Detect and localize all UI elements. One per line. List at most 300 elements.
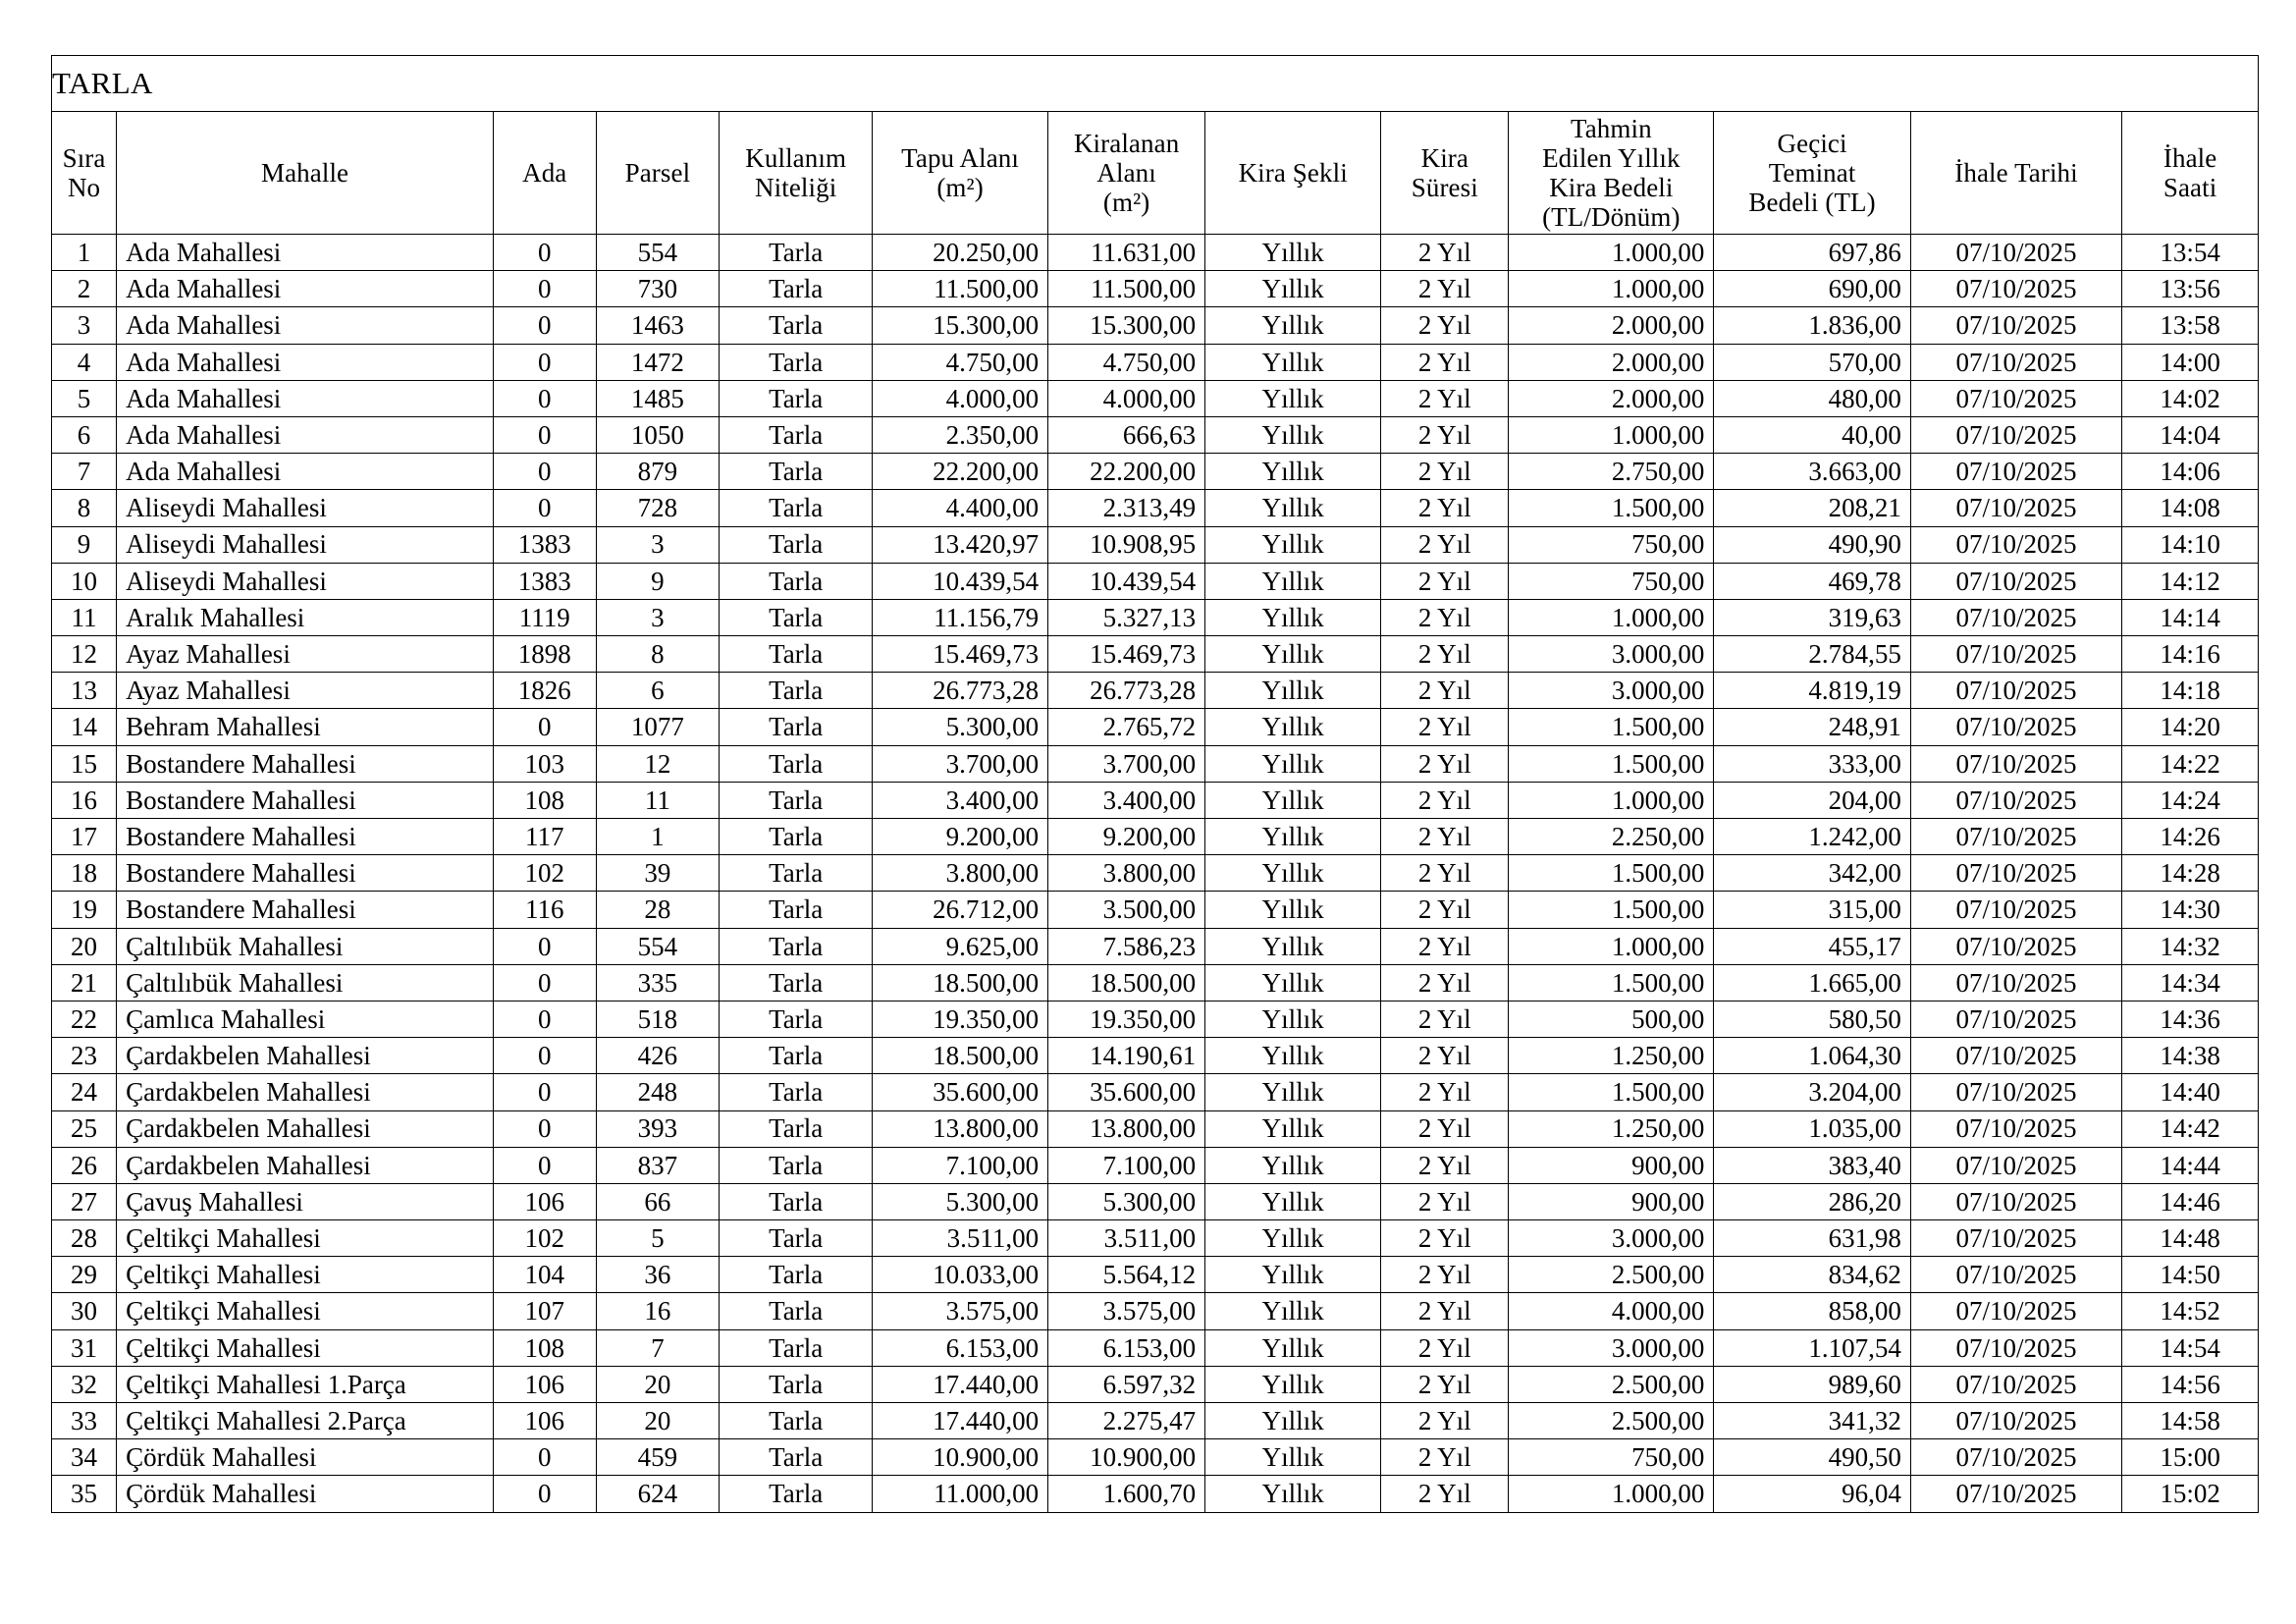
cell-teminat: 315,00 — [1714, 892, 1910, 928]
cell-nitelik: Tarla — [720, 1329, 873, 1366]
column-header-line: Mahalle — [260, 157, 349, 188]
cell-kira_sekli: Yıllık — [1205, 307, 1381, 344]
cell-kira_bedel: 900,00 — [1509, 1147, 1714, 1183]
cell-kira_sekli: Yıllık — [1205, 599, 1381, 635]
cell-parsel: 426 — [596, 1038, 720, 1074]
cell-ada: 102 — [494, 1220, 597, 1257]
cell-ihale_saat: 14:02 — [2122, 380, 2259, 416]
cell-ada: 108 — [494, 782, 597, 818]
cell-kira_sure: 2 Yıl — [1381, 1110, 1509, 1147]
cell-parsel: 1485 — [596, 380, 720, 416]
cell-kira_sure: 2 Yıl — [1381, 235, 1509, 271]
cell-sira_no: 8 — [52, 490, 117, 526]
cell-kira_sekli: Yıllık — [1205, 454, 1381, 490]
column-header-parsel — [596, 112, 720, 235]
cell-ihale_tarih: 07/10/2025 — [1910, 1147, 2121, 1183]
cell-nitelik: Tarla — [720, 563, 873, 599]
cell-ada: 0 — [494, 380, 597, 416]
cell-sira_no: 34 — [52, 1439, 117, 1476]
cell-parsel: 6 — [596, 673, 720, 709]
cell-kira_sekli: Yıllık — [1205, 1147, 1381, 1183]
cell-kira_bedel: 3.000,00 — [1509, 636, 1714, 673]
cell-teminat: 286,20 — [1714, 1183, 1910, 1219]
cell-ihale_tarih: 07/10/2025 — [1910, 709, 2121, 745]
cell-parsel: 12 — [596, 745, 720, 782]
cell-kira_sure: 2 Yıl — [1381, 454, 1509, 490]
cell-nitelik: Tarla — [720, 745, 873, 782]
table-row — [52, 416, 2259, 453]
cell-tapu_alani: 4.750,00 — [873, 344, 1048, 380]
cell-teminat: 40,00 — [1714, 416, 1910, 453]
column-header-line: Sıra — [62, 142, 106, 173]
cell-ihale_saat: 14:50 — [2122, 1257, 2259, 1293]
table-row — [52, 1366, 2259, 1402]
cell-kira_bedel: 1.250,00 — [1509, 1110, 1714, 1147]
cell-parsel: 335 — [596, 964, 720, 1001]
column-header-kira_bedel — [1509, 112, 1714, 235]
cell-kira_sure: 2 Yıl — [1381, 1220, 1509, 1257]
cell-ada: 0 — [494, 964, 597, 1001]
cell-teminat: 204,00 — [1714, 782, 1910, 818]
cell-ada: 108 — [494, 1329, 597, 1366]
cell-mahalle: Çamlıca Mahallesi — [117, 1001, 494, 1037]
cell-mahalle: Ayaz Mahallesi — [117, 673, 494, 709]
cell-kira_sure: 2 Yıl — [1381, 1329, 1509, 1366]
cell-teminat: 480,00 — [1714, 380, 1910, 416]
cell-nitelik: Tarla — [720, 344, 873, 380]
column-header-line: Kiralanan — [1073, 128, 1180, 158]
cell-kiralanan: 5.327,13 — [1048, 599, 1205, 635]
cell-parsel: 20 — [596, 1366, 720, 1402]
cell-kira_bedel: 2.500,00 — [1509, 1366, 1714, 1402]
cell-kira_bedel: 1.250,00 — [1509, 1038, 1714, 1074]
column-header-line: Alanı — [1096, 157, 1156, 188]
cell-kira_sekli: Yıllık — [1205, 745, 1381, 782]
cell-kira_bedel: 500,00 — [1509, 1001, 1714, 1037]
cell-parsel: 879 — [596, 454, 720, 490]
cell-ihale_saat: 14:56 — [2122, 1366, 2259, 1402]
cell-sira_no: 14 — [52, 709, 117, 745]
cell-tapu_alani: 19.350,00 — [873, 1001, 1048, 1037]
cell-kira_sure: 2 Yıl — [1381, 1147, 1509, 1183]
column-header-line: İhale — [2163, 142, 2217, 173]
column-header-teminat — [1714, 112, 1910, 235]
cell-ihale_tarih: 07/10/2025 — [1910, 1366, 2121, 1402]
cell-sira_no: 2 — [52, 271, 117, 307]
cell-sira_no: 31 — [52, 1329, 117, 1366]
table-row — [52, 563, 2259, 599]
cell-kira_bedel: 750,00 — [1509, 1439, 1714, 1476]
cell-ihale_saat: 14:28 — [2122, 855, 2259, 892]
cell-nitelik: Tarla — [720, 1257, 873, 1293]
column-header-kira_sekli — [1205, 112, 1381, 235]
cell-nitelik: Tarla — [720, 1293, 873, 1329]
table-row — [52, 235, 2259, 271]
cell-teminat: 248,91 — [1714, 709, 1910, 745]
cell-mahalle: Bostandere Mahallesi — [117, 855, 494, 892]
column-header-nitelik — [720, 112, 873, 235]
cell-ada: 102 — [494, 855, 597, 892]
cell-ada: 0 — [494, 416, 597, 453]
cell-nitelik: Tarla — [720, 235, 873, 271]
cell-kira_bedel: 3.000,00 — [1509, 1220, 1714, 1257]
cell-mahalle: Çardakbelen Mahallesi — [117, 1110, 494, 1147]
cell-ada: 1383 — [494, 563, 597, 599]
cell-ihale_tarih: 07/10/2025 — [1910, 1329, 2121, 1366]
cell-teminat: 1.665,00 — [1714, 964, 1910, 1001]
table-row — [52, 271, 2259, 307]
column-header-line: (m²) — [936, 173, 984, 202]
cell-mahalle: Çeltikçi Mahallesi 2.Parça — [117, 1403, 494, 1439]
cell-nitelik: Tarla — [720, 819, 873, 855]
cell-sira_no: 10 — [52, 563, 117, 599]
cell-mahalle: Çördük Mahallesi — [117, 1439, 494, 1476]
cell-kira_sure: 2 Yıl — [1381, 782, 1509, 818]
cell-kira_sekli: Yıllık — [1205, 490, 1381, 526]
cell-kiralanan: 5.300,00 — [1048, 1183, 1205, 1219]
cell-mahalle: Çardakbelen Mahallesi — [117, 1074, 494, 1110]
cell-teminat: 1.242,00 — [1714, 819, 1910, 855]
cell-nitelik: Tarla — [720, 1439, 873, 1476]
cell-kira_sekli: Yıllık — [1205, 855, 1381, 892]
cell-ihale_saat: 14:40 — [2122, 1074, 2259, 1110]
cell-kira_sure: 2 Yıl — [1381, 855, 1509, 892]
cell-kira_sekli: Yıllık — [1205, 380, 1381, 416]
cell-ihale_tarih: 07/10/2025 — [1910, 344, 2121, 380]
cell-ada: 1898 — [494, 636, 597, 673]
cell-kiralanan: 3.700,00 — [1048, 745, 1205, 782]
table-row — [52, 745, 2259, 782]
cell-sira_no: 33 — [52, 1403, 117, 1439]
cell-tapu_alani: 15.300,00 — [873, 307, 1048, 344]
cell-kiralanan: 4.000,00 — [1048, 380, 1205, 416]
cell-nitelik: Tarla — [720, 1038, 873, 1074]
cell-ada: 0 — [494, 344, 597, 380]
cell-nitelik: Tarla — [720, 1220, 873, 1257]
cell-kira_sekli: Yıllık — [1205, 1257, 1381, 1293]
cell-kira_sekli: Yıllık — [1205, 1293, 1381, 1329]
cell-kira_sure: 2 Yıl — [1381, 709, 1509, 745]
cell-kiralanan: 10.908,95 — [1048, 526, 1205, 563]
cell-tapu_alani: 3.511,00 — [873, 1220, 1048, 1257]
cell-sira_no: 17 — [52, 819, 117, 855]
cell-ihale_tarih: 07/10/2025 — [1910, 1293, 2121, 1329]
cell-parsel: 3 — [596, 526, 720, 563]
cell-kiralanan: 19.350,00 — [1048, 1001, 1205, 1037]
table-row — [52, 454, 2259, 490]
cell-ihale_tarih: 07/10/2025 — [1910, 1257, 2121, 1293]
cell-ihale_tarih: 07/10/2025 — [1910, 928, 2121, 964]
cell-parsel: 393 — [596, 1110, 720, 1147]
cell-ihale_saat: 14:10 — [2122, 526, 2259, 563]
cell-tapu_alani: 17.440,00 — [873, 1366, 1048, 1402]
cell-kiralanan: 10.439,54 — [1048, 563, 1205, 599]
cell-nitelik: Tarla — [720, 964, 873, 1001]
cell-kiralanan: 15.469,73 — [1048, 636, 1205, 673]
cell-kira_bedel: 750,00 — [1509, 563, 1714, 599]
cell-teminat: 208,21 — [1714, 490, 1910, 526]
cell-kira_sure: 2 Yıl — [1381, 380, 1509, 416]
table-row — [52, 1257, 2259, 1293]
cell-kiralanan: 11.631,00 — [1048, 235, 1205, 271]
cell-mahalle: Ayaz Mahallesi — [117, 636, 494, 673]
cell-tapu_alani: 4.000,00 — [873, 380, 1048, 416]
cell-parsel: 9 — [596, 563, 720, 599]
cell-kiralanan: 2.765,72 — [1048, 709, 1205, 745]
cell-sira_no: 22 — [52, 1001, 117, 1037]
table-row — [52, 1001, 2259, 1037]
cell-kiralanan: 13.800,00 — [1048, 1110, 1205, 1147]
cell-teminat: 1.035,00 — [1714, 1110, 1910, 1147]
cell-kira_sure: 2 Yıl — [1381, 563, 1509, 599]
cell-ada: 0 — [494, 1147, 597, 1183]
cell-kira_bedel: 3.000,00 — [1509, 1329, 1714, 1366]
cell-kiralanan: 2.313,49 — [1048, 490, 1205, 526]
cell-kira_bedel: 1.000,00 — [1509, 416, 1714, 453]
cell-ada: 116 — [494, 892, 597, 928]
cell-kira_sekli: Yıllık — [1205, 526, 1381, 563]
cell-kira_bedel: 1.500,00 — [1509, 709, 1714, 745]
cell-kira_sekli: Yıllık — [1205, 636, 1381, 673]
column-header-line: Süresi — [1411, 173, 1478, 202]
cell-mahalle: Çeltikçi Mahallesi — [117, 1329, 494, 1366]
cell-kira_bedel: 2.000,00 — [1509, 344, 1714, 380]
cell-kira_sure: 2 Yıl — [1381, 636, 1509, 673]
cell-nitelik: Tarla — [720, 490, 873, 526]
cell-ada: 107 — [494, 1293, 597, 1329]
cell-parsel: 1 — [596, 819, 720, 855]
cell-kira_sure: 2 Yıl — [1381, 271, 1509, 307]
cell-mahalle: Çardakbelen Mahallesi — [117, 1147, 494, 1183]
cell-ihale_saat: 15:00 — [2122, 1439, 2259, 1476]
cell-tapu_alani: 10.439,54 — [873, 563, 1048, 599]
column-header-tapu_alani — [873, 112, 1048, 235]
cell-kira_bedel: 2.000,00 — [1509, 380, 1714, 416]
cell-nitelik: Tarla — [720, 782, 873, 818]
cell-ihale_saat: 14:06 — [2122, 454, 2259, 490]
cell-ihale_saat: 14:30 — [2122, 892, 2259, 928]
cell-kiralanan: 26.773,28 — [1048, 673, 1205, 709]
cell-kira_sure: 2 Yıl — [1381, 1001, 1509, 1037]
cell-kiralanan: 3.800,00 — [1048, 855, 1205, 892]
cell-ihale_tarih: 07/10/2025 — [1910, 599, 2121, 635]
cell-teminat: 319,63 — [1714, 599, 1910, 635]
cell-kira_sekli: Yıllık — [1205, 1038, 1381, 1074]
cell-kira_bedel: 1.000,00 — [1509, 599, 1714, 635]
cell-ihale_saat: 14:18 — [2122, 673, 2259, 709]
cell-sira_no: 28 — [52, 1220, 117, 1257]
column-header-line: Kira Bedeli — [1549, 173, 1674, 202]
cell-mahalle: Çeltikçi Mahallesi — [117, 1293, 494, 1329]
cell-teminat: 3.204,00 — [1714, 1074, 1910, 1110]
cell-ihale_tarih: 07/10/2025 — [1910, 307, 2121, 344]
cell-ihale_saat: 14:08 — [2122, 490, 2259, 526]
cell-ihale_saat: 13:56 — [2122, 271, 2259, 307]
cell-mahalle: Ada Mahallesi — [117, 454, 494, 490]
cell-kira_sekli: Yıllık — [1205, 563, 1381, 599]
cell-ada: 0 — [494, 709, 597, 745]
cell-kira_sure: 2 Yıl — [1381, 490, 1509, 526]
table-row — [52, 1403, 2259, 1439]
cell-kira_sure: 2 Yıl — [1381, 892, 1509, 928]
cell-tapu_alani: 11.000,00 — [873, 1476, 1048, 1512]
table-row — [52, 709, 2259, 745]
table-row — [52, 1074, 2259, 1110]
cell-mahalle: Çaltılıbük Mahallesi — [117, 928, 494, 964]
cell-sira_no: 32 — [52, 1366, 117, 1402]
cell-mahalle: Aliseydi Mahallesi — [117, 563, 494, 599]
column-header-line: (TL/Dönüm) — [1542, 202, 1681, 233]
cell-nitelik: Tarla — [720, 636, 873, 673]
cell-nitelik: Tarla — [720, 892, 873, 928]
cell-nitelik: Tarla — [720, 1403, 873, 1439]
cell-nitelik: Tarla — [720, 599, 873, 635]
cell-teminat: 570,00 — [1714, 344, 1910, 380]
cell-teminat: 1.107,54 — [1714, 1329, 1910, 1366]
table-row — [52, 964, 2259, 1001]
table-row — [52, 526, 2259, 563]
column-header-line: Geçici — [1777, 128, 1847, 158]
column-header-line: Saati — [2163, 173, 2217, 202]
cell-ihale_saat: 15:02 — [2122, 1476, 2259, 1512]
cell-tapu_alani: 9.625,00 — [873, 928, 1048, 964]
cell-kira_sekli: Yıllık — [1205, 1001, 1381, 1037]
cell-mahalle: Çavuş Mahallesi — [117, 1183, 494, 1219]
table-row — [52, 344, 2259, 380]
cell-nitelik: Tarla — [720, 1001, 873, 1037]
cell-sira_no: 26 — [52, 1147, 117, 1183]
cell-tapu_alani: 4.400,00 — [873, 490, 1048, 526]
cell-parsel: 66 — [596, 1183, 720, 1219]
cell-sira_no: 25 — [52, 1110, 117, 1147]
cell-nitelik: Tarla — [720, 380, 873, 416]
cell-tapu_alani: 10.900,00 — [873, 1439, 1048, 1476]
cell-parsel: 5 — [596, 1220, 720, 1257]
column-header-line: Tapu Alanı — [901, 142, 1019, 173]
cell-tapu_alani: 26.773,28 — [873, 673, 1048, 709]
cell-ada: 0 — [494, 1110, 597, 1147]
cell-nitelik: Tarla — [720, 271, 873, 307]
cell-kira_bedel: 1.000,00 — [1509, 928, 1714, 964]
cell-kira_sekli: Yıllık — [1205, 673, 1381, 709]
cell-kira_sure: 2 Yıl — [1381, 1038, 1509, 1074]
cell-ihale_tarih: 07/10/2025 — [1910, 1403, 2121, 1439]
cell-ada: 0 — [494, 928, 597, 964]
cell-sira_no: 23 — [52, 1038, 117, 1074]
cell-ihale_saat: 14:24 — [2122, 782, 2259, 818]
cell-kira_bedel: 1.500,00 — [1509, 855, 1714, 892]
cell-sira_no: 30 — [52, 1293, 117, 1329]
column-header-line: Niteliği — [755, 173, 837, 202]
cell-sira_no: 3 — [52, 307, 117, 344]
column-header-line: Ada — [522, 157, 567, 188]
cell-ihale_saat: 14:14 — [2122, 599, 2259, 635]
cell-teminat: 697,86 — [1714, 235, 1910, 271]
column-header-ihale_tarih — [1910, 112, 2121, 235]
cell-kiralanan: 3.400,00 — [1048, 782, 1205, 818]
cell-ihale_tarih: 07/10/2025 — [1910, 416, 2121, 453]
cell-ihale_tarih: 07/10/2025 — [1910, 1074, 2121, 1110]
cell-ihale_tarih: 07/10/2025 — [1910, 964, 2121, 1001]
cell-tapu_alani: 9.200,00 — [873, 819, 1048, 855]
cell-teminat: 96,04 — [1714, 1476, 1910, 1512]
cell-parsel: 728 — [596, 490, 720, 526]
cell-mahalle: Çardakbelen Mahallesi — [117, 1038, 494, 1074]
cell-kira_sekli: Yıllık — [1205, 709, 1381, 745]
cell-teminat: 1.836,00 — [1714, 307, 1910, 344]
column-header-line: Teminat — [1768, 157, 1856, 188]
cell-ihale_saat: 14:12 — [2122, 563, 2259, 599]
cell-ihale_tarih: 07/10/2025 — [1910, 892, 2121, 928]
cell-kira_sure: 2 Yıl — [1381, 1293, 1509, 1329]
cell-ihale_tarih: 07/10/2025 — [1910, 1439, 2121, 1476]
table-row — [52, 1183, 2259, 1219]
cell-ihale_tarih: 07/10/2025 — [1910, 819, 2121, 855]
cell-kiralanan: 9.200,00 — [1048, 819, 1205, 855]
cell-ihale_tarih: 07/10/2025 — [1910, 235, 2121, 271]
cell-nitelik: Tarla — [720, 709, 873, 745]
cell-kira_sekli: Yıllık — [1205, 344, 1381, 380]
cell-tapu_alani: 3.800,00 — [873, 855, 1048, 892]
cell-nitelik: Tarla — [720, 1147, 873, 1183]
cell-tapu_alani: 18.500,00 — [873, 964, 1048, 1001]
cell-kiralanan: 3.511,00 — [1048, 1220, 1205, 1257]
cell-ada: 0 — [494, 1001, 597, 1037]
cell-ihale_tarih: 07/10/2025 — [1910, 1110, 2121, 1147]
cell-kira_sure: 2 Yıl — [1381, 964, 1509, 1001]
cell-kira_bedel: 2.500,00 — [1509, 1403, 1714, 1439]
cell-ihale_saat: 14:52 — [2122, 1293, 2259, 1329]
cell-ada: 0 — [494, 235, 597, 271]
cell-ada: 0 — [494, 1476, 597, 1512]
cell-mahalle: Ada Mahallesi — [117, 416, 494, 453]
cell-ihale_tarih: 07/10/2025 — [1910, 1183, 2121, 1219]
cell-kiralanan: 3.500,00 — [1048, 892, 1205, 928]
cell-ada: 0 — [494, 307, 597, 344]
table-row — [52, 1147, 2259, 1183]
cell-tapu_alani: 15.469,73 — [873, 636, 1048, 673]
column-header-line: Kullanım — [745, 142, 847, 173]
cell-kira_sure: 2 Yıl — [1381, 526, 1509, 563]
cell-ada: 0 — [494, 1038, 597, 1074]
cell-parsel: 11 — [596, 782, 720, 818]
column-header-line: Kira Şekli — [1238, 157, 1348, 188]
column-header-line: (m²) — [1102, 188, 1150, 218]
cell-ihale_saat: 14:58 — [2122, 1403, 2259, 1439]
cell-parsel: 28 — [596, 892, 720, 928]
cell-kiralanan: 7.586,23 — [1048, 928, 1205, 964]
cell-ada: 104 — [494, 1257, 597, 1293]
cell-tapu_alani: 35.600,00 — [873, 1074, 1048, 1110]
section-title: TARLA — [52, 56, 2259, 112]
table-row — [52, 599, 2259, 635]
cell-ihale_tarih: 07/10/2025 — [1910, 271, 2121, 307]
cell-tapu_alani: 5.300,00 — [873, 709, 1048, 745]
cell-kira_sekli: Yıllık — [1205, 1110, 1381, 1147]
cell-kira_bedel: 1.500,00 — [1509, 964, 1714, 1001]
column-header-mahalle — [117, 112, 494, 235]
cell-tapu_alani: 3.575,00 — [873, 1293, 1048, 1329]
cell-teminat: 858,00 — [1714, 1293, 1910, 1329]
cell-kiralanan: 18.500,00 — [1048, 964, 1205, 1001]
cell-kira_sure: 2 Yıl — [1381, 1366, 1509, 1402]
cell-parsel: 624 — [596, 1476, 720, 1512]
cell-parsel: 8 — [596, 636, 720, 673]
table-row — [52, 490, 2259, 526]
cell-kiralanan: 22.200,00 — [1048, 454, 1205, 490]
cell-kiralanan: 3.575,00 — [1048, 1293, 1205, 1329]
cell-teminat: 2.784,55 — [1714, 636, 1910, 673]
